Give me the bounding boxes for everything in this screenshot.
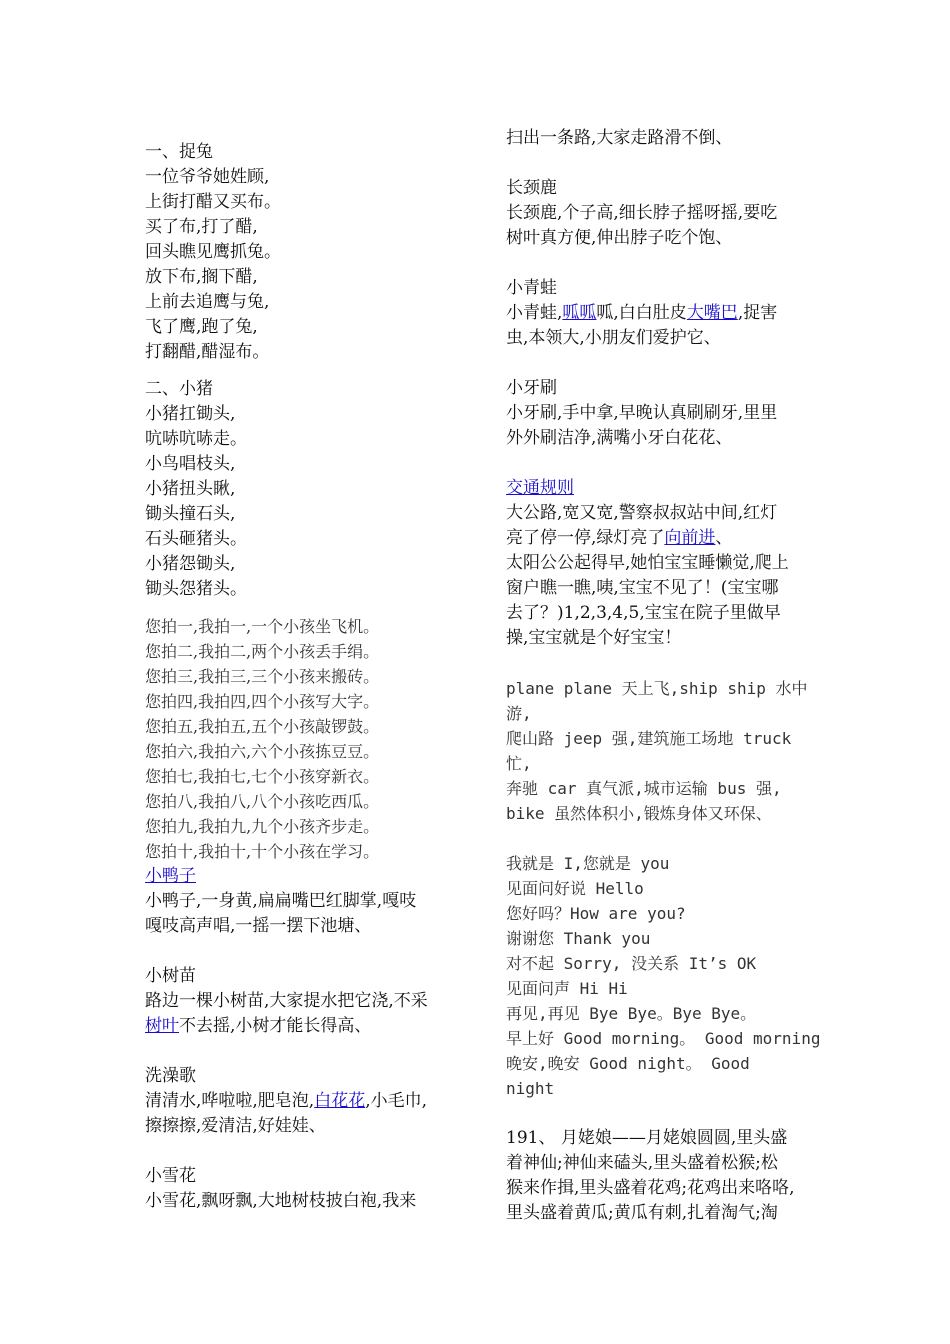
poem-line: 吭哧吭哧走。 (145, 429, 247, 449)
clap-line: 您拍二,我拍二,两个小孩丢手绢。 (145, 642, 380, 661)
clap-line: 您拍九,我拍九,九个小孩齐步走。 (145, 817, 380, 836)
poem-line: 锄头撞石头, (145, 504, 236, 524)
poem-line: 小鸟唱枝头, (145, 454, 236, 474)
section-title-sapling: 小树苗 (145, 966, 196, 986)
poem-line: 锄头怨猪头。 (145, 579, 247, 599)
clap-line: 您拍一,我拍一,一个小孩坐飞机。 (145, 617, 380, 636)
left-column (145, 140, 490, 1214)
poem-line: 小雪花,飘呀飘,大地树枝披白袍,我来 (145, 1191, 417, 1211)
poem-line: 191、 月姥娘——月姥娘圆圆,里头盛 (506, 1128, 788, 1148)
clap-line: 您拍八,我拍八,八个小孩吃西瓜。 (145, 792, 380, 811)
english-line: 再见,再见 Bye Bye。Bye Bye。 (506, 1004, 757, 1023)
poem-line: 虫,本领大,小朋友们爱护它、 (506, 328, 721, 348)
poem-line: 里头盛着黄瓜;黄瓜有刺,扎着淘气;淘 (506, 1203, 778, 1223)
english-line: 谢谢您 Thank you (506, 929, 651, 948)
clap-line: 您拍六,我拍六,六个小孩拣豆豆。 (145, 742, 380, 761)
poem-line: 扫出一条路,大家走路滑不倒、 (506, 128, 733, 148)
poem-line: 长颈鹿,个子高,细长脖子摇呀摇,要吃 (506, 203, 778, 223)
english-line: 见面问声 Hi Hi (506, 979, 628, 998)
poem-line: 去了？)1,2,3,4,5,宝宝在院子里做早 (506, 603, 781, 623)
vehicle-line: 奔驰 car 真气派,城市运输 bus 强, (506, 779, 782, 798)
section-title-giraffe: 长颈鹿 (506, 178, 557, 198)
poem-line: 石头砸猪头。 (145, 529, 247, 549)
vehicle-line: 忙, (506, 754, 532, 773)
poem-line: 买了布,打了醋, (145, 217, 258, 237)
vehicle-line: 爬山路 jeep 强,建筑施工场地 truck (506, 729, 792, 748)
poem-line: 打翻醋,醋湿布。 (145, 342, 270, 362)
poem-line: 大公路,宽又宽,警察叔叔站中间,红灯 (506, 503, 778, 523)
vehicle-line: 游, (506, 704, 532, 723)
vehicle-line: plane plane 天上飞,ship ship 水中 (506, 679, 808, 698)
poem-line: 小猪扭头瞅, (145, 479, 236, 499)
link-big-mouth[interactable]: 大嘴巴 (686, 303, 738, 323)
clap-line: 您拍三,我拍三,三个小孩来搬砖。 (145, 667, 380, 686)
section-title-frog: 小青蛙 (506, 278, 557, 298)
poem-line: 太阳公公起得早,她怕宝宝睡懒觉,爬上 (506, 553, 789, 573)
poem-line: 飞了鹰,跑了兔, (145, 317, 258, 337)
poem-line: 树叶真方便,伸出脖子吃个饱、 (506, 228, 733, 248)
link-leaves[interactable]: 树叶 (145, 1016, 179, 1036)
clap-line: 您拍十,我拍十,十个小孩在学习。 (145, 842, 380, 861)
english-line: 对不起 Sorry, 没关系 It’s OK (506, 954, 757, 973)
english-line: 我就是 I,您就是 you (506, 854, 670, 873)
poem-line: 树叶不去摇,小树才能长得高、 (145, 1016, 372, 1036)
poem-line: 上街打醋又买布。 (145, 192, 281, 212)
clap-line: 您拍五,我拍五,五个小孩敲锣鼓。 (145, 717, 380, 736)
right-column (506, 126, 841, 1226)
link-white-flowers[interactable]: 白花花 (314, 1091, 366, 1111)
poem-line: 操,宝宝就是个好宝宝！ (506, 628, 682, 648)
poem-line: 小青蛙,呱呱呱,白白肚皮大嘴巴,捉害 (506, 303, 778, 323)
vehicle-line: bike 虽然体积小,锻炼身体又环保、 (506, 804, 772, 823)
english-line: 早上好 Good morning。 Good morning (506, 1029, 821, 1048)
poem-line: 清清水,哗啦啦,肥皂泡,白花花,小毛巾, (145, 1091, 428, 1111)
link-traffic-rules[interactable]: 交通规则 (506, 478, 574, 498)
poem-line: 猴来作揖,里头盛着花鸡;花鸡出来咯咯, (506, 1178, 795, 1198)
link-go-forward[interactable]: 向前进 (664, 528, 716, 548)
poem-line: 着神仙;神仙来磕头,里头盛着松猴;松 (506, 1153, 778, 1173)
clap-line: 您拍七,我拍七,七个小孩穿新衣。 (145, 767, 380, 786)
section-title-catch-rabbit: 一、捉兔 (145, 142, 213, 162)
link-croak[interactable]: 呱呱 (562, 303, 597, 323)
english-line: night (506, 1079, 555, 1098)
section-title-bath-song: 洗澡歌 (145, 1066, 196, 1086)
poem-line: 小猪扛锄头, (145, 404, 236, 424)
section-title-little-pig: 二、小猪 (145, 379, 213, 399)
poem-line: 路边一棵小树苗,大家提水把它浇,不采 (145, 991, 428, 1011)
english-line: 晚安,晚安 Good night。 Good (506, 1054, 750, 1073)
poem-line: 小猪怨锄头, (145, 554, 236, 574)
english-line: 您好吗？How are you? (506, 904, 686, 923)
poem-line: 亮了停一停,绿灯亮了向前进、 (506, 528, 733, 548)
english-line: 见面问好说 Hello (506, 879, 644, 898)
section-title-toothbrush: 小牙刷 (506, 378, 557, 398)
section-title-snowflake: 小雪花 (145, 1166, 196, 1186)
poem-line: 外外刷洁净,满嘴小牙白花花、 (506, 428, 733, 448)
poem-line: 上前去追鹰与兔, (145, 292, 270, 312)
poem-line: 小鸭子,一身黄,扁扁嘴巴红脚掌,嘎吱 (145, 891, 417, 911)
poem-line: 放下布,搁下醋, (145, 267, 258, 287)
poem-line: 擦擦擦,爱清洁,好娃娃、 (145, 1116, 326, 1136)
clap-line: 您拍四,我拍四,四个小孩写大字。 (145, 692, 380, 711)
poem-line: 小牙刷,手中拿,早晚认真刷刷牙,里里 (506, 403, 778, 423)
poem-line: 嘎吱高声唱,一摇一摆下池塘、 (145, 916, 372, 936)
poem-line: 回头瞧见鹰抓兔。 (145, 242, 281, 262)
poem-line: 窗户瞧一瞧,咦,宝宝不见了！(宝宝哪 (506, 578, 779, 598)
poem-line: 一位爷爷她姓顾, (145, 167, 270, 187)
link-little-duck[interactable]: 小鸭子 (145, 866, 196, 886)
